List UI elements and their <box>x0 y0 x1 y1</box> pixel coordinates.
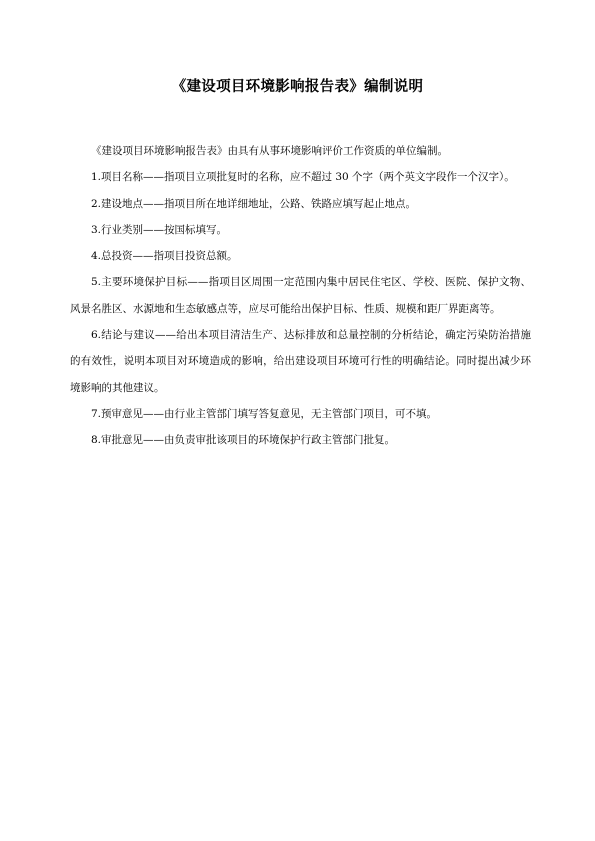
item-conclusions: 6.结论与建议——给出本项目清洁生产、达标排放和总量控制的分析结论，确定污染防治措施的有效性，说明本项目对环境造成的影响，给出建设项目环境可行性的明确结论。同时提出减少环境影响的其他建议。 <box>70 329 531 394</box>
item-pre-review: 7.预审意见——由行业主管部门填写答复意见，无主管部门项目，可不填。 <box>91 407 438 420</box>
item-protection-targets: 5.主要环境保护目标——指项目区周围一定范围内集中居民住宅区、学校、医院、保护文物、风景名胜区、水源地和生态敏感点等，应尽可能给出保护目标、性质、规模和距厂界距离等。 <box>70 276 531 315</box>
item-construction-site: 2.建设地点——指项目所在地详细地址，公路、铁路应填写起止地点。 <box>91 197 417 210</box>
instructions-body <box>70 138 531 454</box>
item-project-name: 1.项目名称——指项目立项批复时的名称，应不超过 30 个字（两个英文字段作一个汉字）。 <box>91 171 515 184</box>
intro-paragraph: 《建设项目环境影响报告表》由具有从事环境影响评价工作资质的单位编制。 <box>91 145 448 157</box>
item-total-investment: 4.总投资——指项目投资总额。 <box>91 250 238 263</box>
item-approval: 8.审批意见——由负责审批该项目的环境保护行政主管部门批复。 <box>91 434 396 447</box>
page-title: 《建设项目环境影响报告表》编制说明 <box>171 79 424 95</box>
item-industry-category: 3.行业类别——按国标填写。 <box>91 223 228 236</box>
